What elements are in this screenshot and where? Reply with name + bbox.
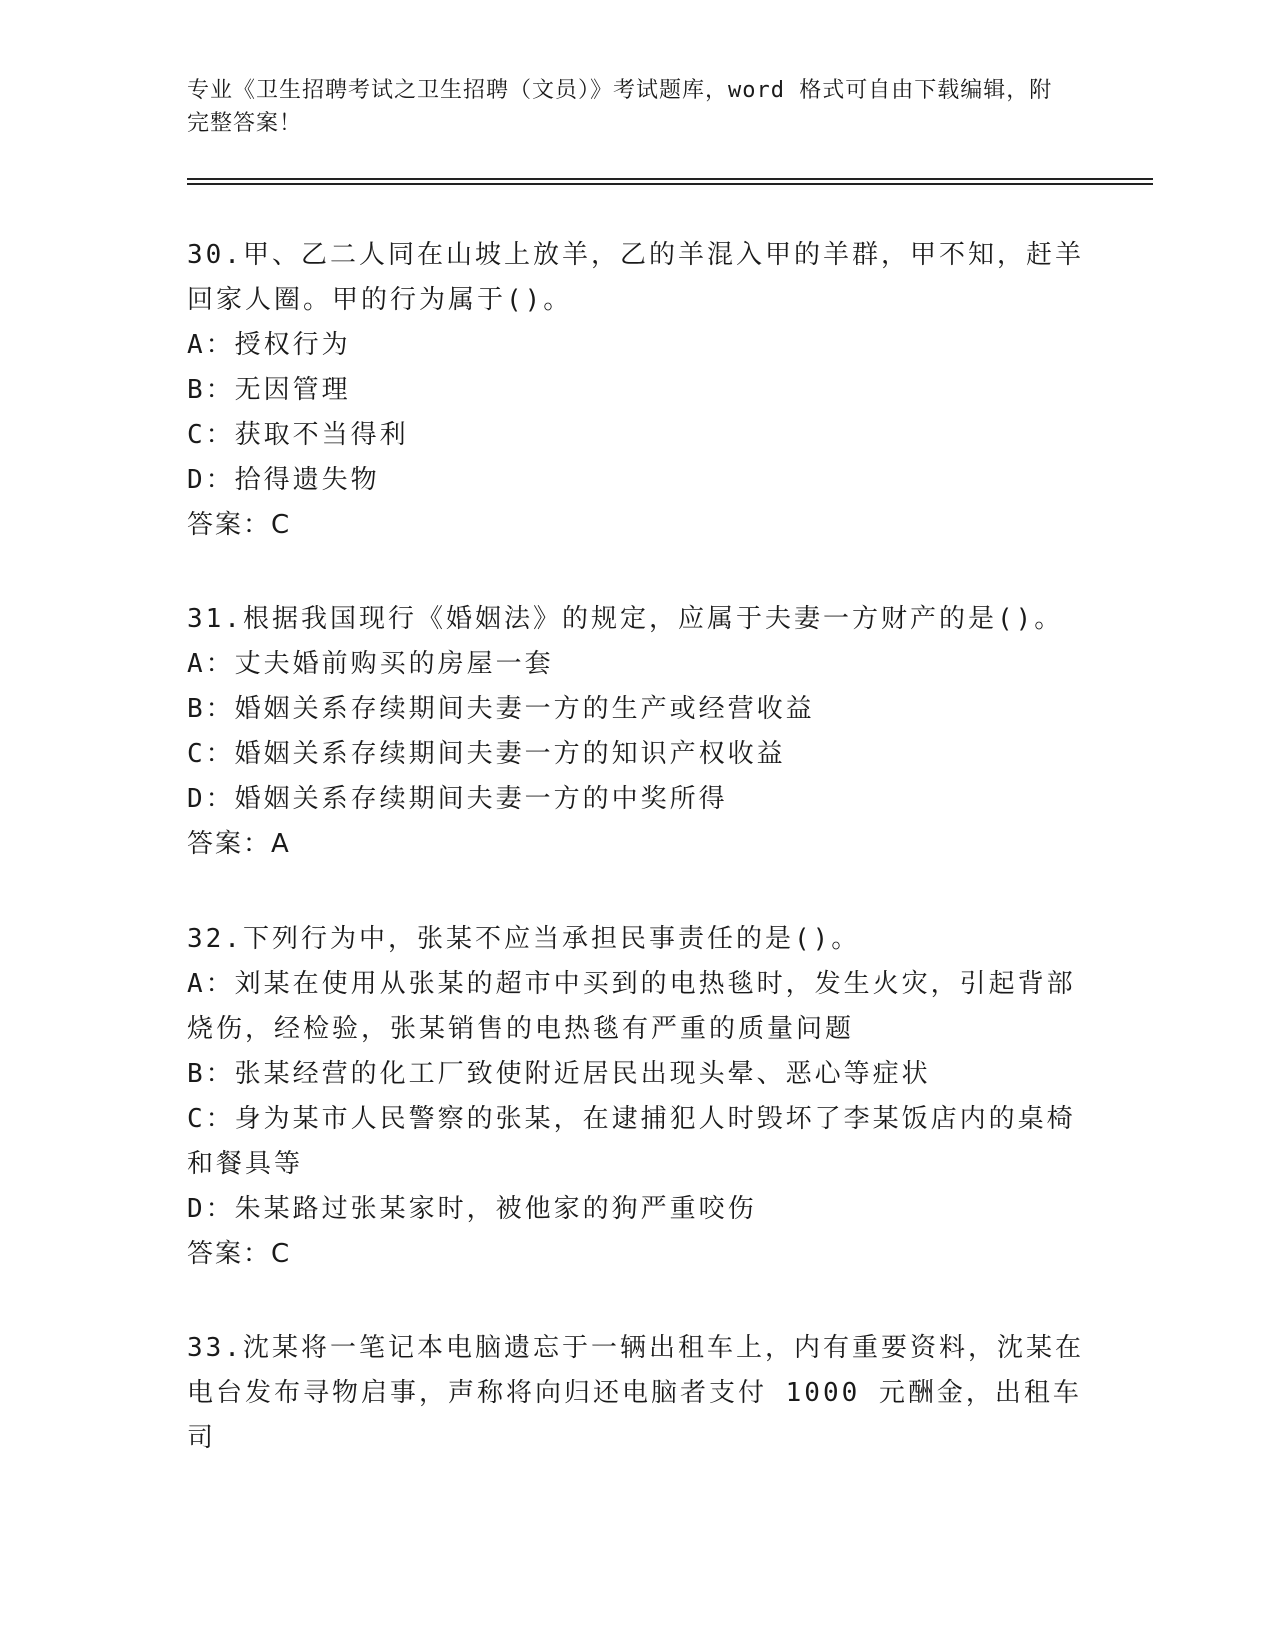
question-30 [187, 233, 1087, 548]
option-d: D：婚姻关系存续期间夫妻一方的中奖所得 [187, 784, 728, 814]
question-33 [187, 1326, 1087, 1461]
option-d: D：朱某路过张某家时，被他家的狗严重咬伤 [187, 1194, 757, 1224]
option-a: A：丈夫婚前购买的房屋一套 [187, 649, 554, 679]
document-header: 专业《卫生招聘考试之卫生招聘（文员）》考试题库，word 格式可自由下载编辑，附完整答案！ [187, 78, 1053, 136]
header-divider-bottom [187, 183, 1153, 185]
option-d: D：拾得遗失物 [187, 465, 380, 495]
option-b: B：婚姻关系存续期间夫妻一方的生产或经营收益 [187, 694, 815, 724]
answer-label: 答案：A [187, 829, 291, 859]
question-32 [187, 917, 1087, 1277]
question-stem: 32.下列行为中，张某不应当承担民事责任的是()。 [187, 924, 861, 954]
answer-label: 答案：C [187, 1239, 292, 1269]
option-c: C：获取不当得利 [187, 420, 409, 450]
option-a: A：刘某在使用从张某的超市中买到的电热毯时，发生火灾，引起背部烧伤，经检验，张某销售的电热毯有严重的质量问题 [187, 969, 1076, 1044]
option-a: A：授权行为 [187, 330, 351, 360]
option-c: C：婚姻关系存续期间夫妻一方的知识产权收益 [187, 739, 786, 769]
question-stem: 30.甲、乙二人同在山坡上放羊，乙的羊混入甲的羊群，甲不知，赶羊回家人圈。甲的行为属于()。 [187, 240, 1084, 315]
option-b: B：张某经营的化工厂致使附近居民出现头晕、恶心等症状 [187, 1059, 931, 1089]
option-b: B：无因管理 [187, 375, 351, 405]
option-c: C：身为某市人民警察的张某，在逮捕犯人时毁坏了李某饭店内的桌椅和餐具等 [187, 1104, 1076, 1179]
question-stem: 31.根据我国现行《婚姻法》的规定，应属于夫妻一方财产的是()。 [187, 604, 1064, 634]
question-stem: 33.沈某将一笔记本电脑遗忘于一辆出租车上，内有重要资料，沈某在电台发布寻物启事，声称将向归还电脑者支付 1000 元酬金，出租车司 [187, 1333, 1084, 1453]
header-divider-top [187, 178, 1153, 180]
answer-label: 答案：C [187, 510, 292, 540]
question-31 [187, 597, 1087, 867]
